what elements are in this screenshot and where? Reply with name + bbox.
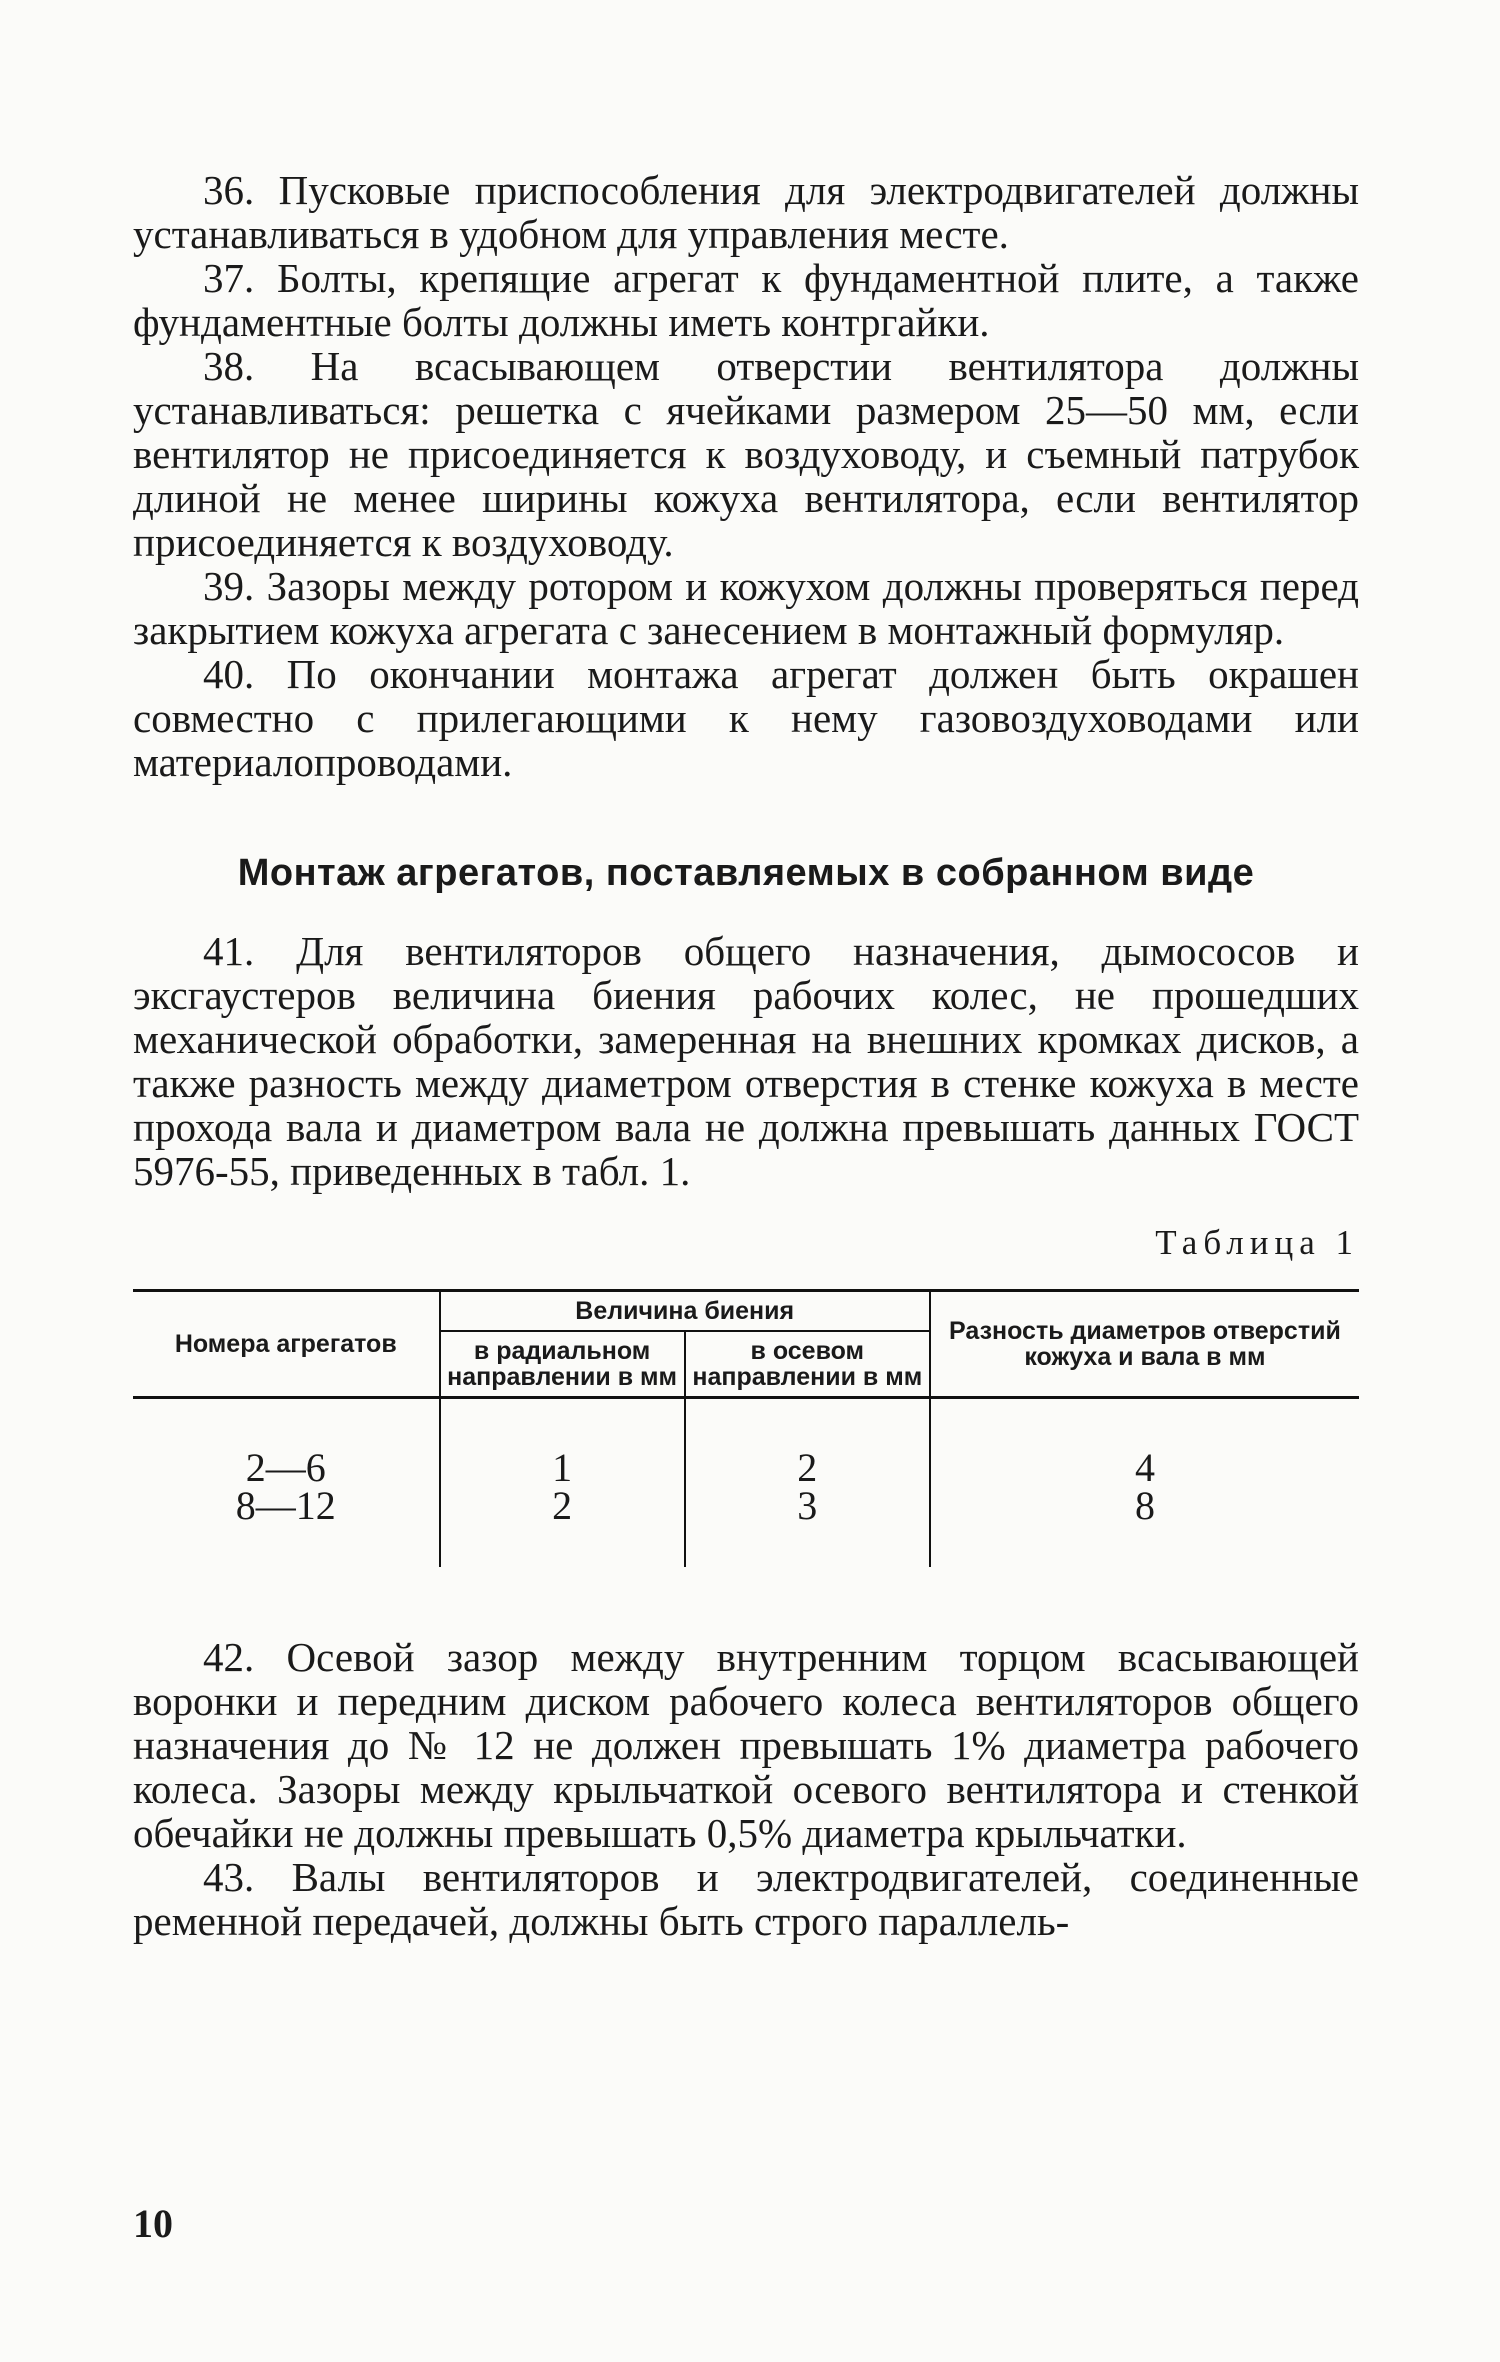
cell-value: 4	[1134, 1445, 1155, 1490]
cell-radial	[440, 1398, 685, 1568]
cell-value: 2	[552, 1483, 573, 1528]
page-body	[133, 168, 1359, 1943]
header-diameter-diff: Разность диаметров отверстий кожуха и вала в мм	[930, 1291, 1359, 1398]
paragraph-42: 42. Осевой зазор между внутренним торцом всасывающей воронки и передним диском рабочего колеса вентиляторов общего назначения до № 12 не должен превышать 1% диаметра рабочего колеса. Зазоры между крыльчаткой осевого вентилятора и стенкой обечайки не должны превышать 0,5% диаметра крыльчатки.	[133, 1634, 1359, 1856]
paragraph-40: 40. По окончании монтажа агрегат должен быть окрашен совместно с прилегающими к нему газовоздуховодами или материалопроводами.	[133, 651, 1359, 785]
runout-table	[133, 1289, 1359, 1567]
section-heading: Монтаж агрегатов, поставляемых в собранном виде	[237, 852, 1255, 894]
cell-value: 2	[797, 1445, 818, 1490]
cell-units	[133, 1398, 440, 1568]
paragraph-41: 41. Для вентиляторов общего назначения, дымососов и эксгаустеров величина биения рабочих колес, не прошедших механической обработки, замеренная на внешних кромках дисков, а также разность между диаметром отверстия в стенке кожуха в месте прохода вала и диаметром вала не должна превышать данных ГОСТ 5976-55, приведенных в табл. 1.	[133, 928, 1359, 1194]
paragraph-36: 36. Пусковые приспособления для электродвигателей должны устанавливаться в удобном для управления месте.	[133, 167, 1359, 257]
cell-value: 8	[1134, 1483, 1155, 1528]
cell-axial	[685, 1398, 930, 1568]
page-number: 10	[133, 2201, 173, 2246]
paragraph-37: 37. Болты, крепящие агрегат к фундаментной плите, а также фундаментные болты должны иметь контргайки.	[133, 255, 1359, 345]
cell-value: 1	[552, 1445, 573, 1490]
cell-value: 2—6	[245, 1445, 326, 1490]
header-runout-group: Величина биения	[440, 1291, 930, 1332]
cell-diameter-diff	[930, 1398, 1359, 1568]
paragraph-38: 38. На всасывающем отверстии вентилятора должны устанавливаться: решетка с ячейками размером 25—50 мм, если вентилятор не присоединяется к воздуховоду, и съемный патрубок длиной не менее ширины кожуха вентилятора, если вентилятор присоединяется к воздуховоду.	[133, 343, 1359, 565]
table-row	[133, 1398, 1359, 1568]
paragraph-39: 39. Зазоры между ротором и кожухом должны проверяться перед закрытием кожуха агрегата с занесением в монтажный формуляр.	[133, 563, 1359, 653]
paragraph-43: 43. Валы вентиляторов и электродвигателей, соединенные ременной передачей, должны быть строго параллель-	[133, 1854, 1359, 1944]
header-units: Номера агрегатов	[133, 1291, 440, 1398]
table-caption: Таблица 1	[1155, 1223, 1359, 1262]
cell-value: 8—12	[235, 1483, 336, 1528]
header-axial: в осевом направлении в мм	[685, 1331, 930, 1398]
header-radial: в радиальном направлении в мм	[440, 1331, 685, 1398]
cell-value: 3	[797, 1483, 818, 1528]
